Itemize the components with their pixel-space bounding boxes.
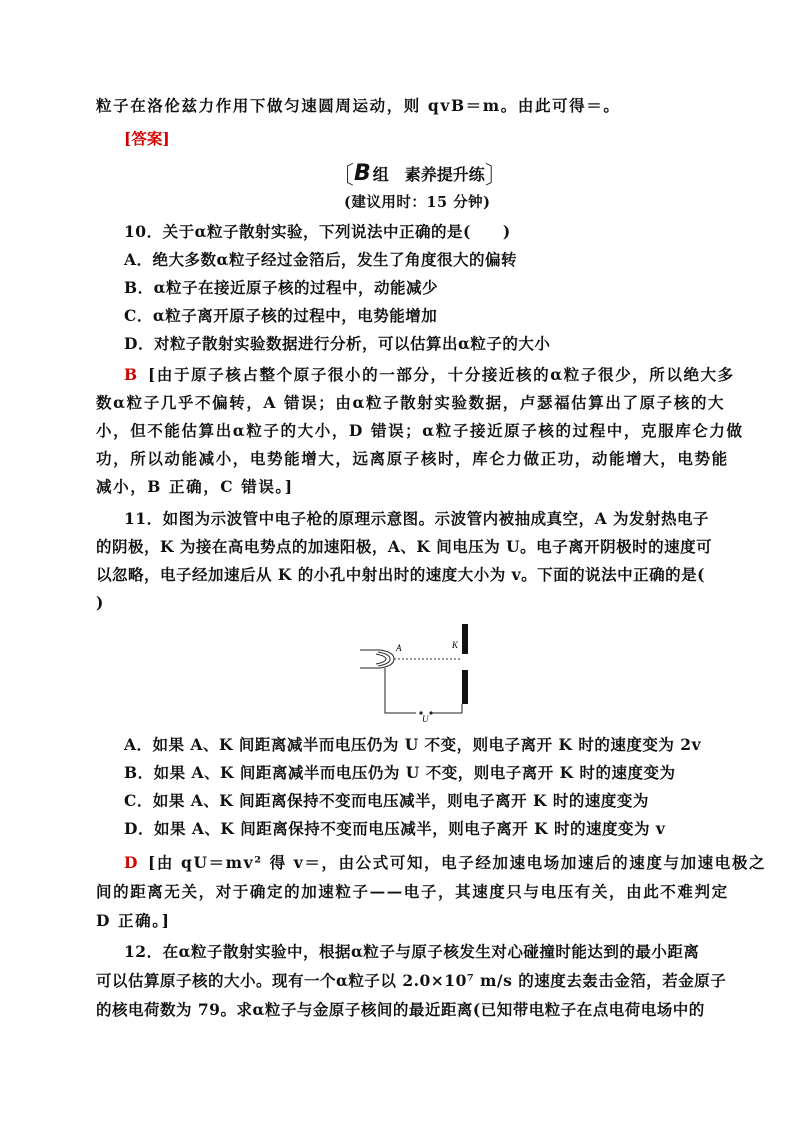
bracket-close: 〕 <box>484 161 509 189</box>
q10-option-c: C．α粒子离开原子核的过程中，电势能增加 <box>124 306 438 325</box>
q10-explanation-line: 功，所以动能减小，电势能增大，远离原子核时，库仑力做正功，动能增大，电势能 <box>96 449 729 468</box>
q12-stem-line: 的核电荷数为 79。求α粒子与金原子核间的最近距离(已知带电粒子在点电荷电场中的 <box>96 1000 705 1019</box>
q11-stem-line: 的阴极，K 为接在高电势点的加速阳极，A、K 间电压为 U。电子离开阴极时的速度可 <box>96 537 713 556</box>
q12-stem-line: 12．在α粒子散射实验中，根据α粒子与原子核发生对心碰撞时能达到的最小距离 <box>124 942 700 961</box>
q11-explanation-line: 间的距离无关，对于确定的加速粒子——电子，其速度只与电压有关，由此不难判定 <box>96 882 729 901</box>
q10-option-b: B．α粒子在接近原子核的过程中，动能减少 <box>124 278 439 297</box>
q12-stem-line: 可以估算原子核的大小。现有一个α粒子以 2.0×10⁷ m/s 的速度去轰击金箔，若金原子 <box>96 971 727 990</box>
q11-stem-line: 11．如图为示波管中电子枪的原理示意图。示波管内被抽成真空，A 为发射热电子 <box>124 509 709 528</box>
q10-option-d: D．对粒子散射实验数据进行分析，可以估算出α粒子的大小 <box>124 334 551 353</box>
q11-explanation-line: D 正确。] <box>96 911 171 930</box>
anode-plate-bottom <box>462 670 468 704</box>
group-header <box>330 155 509 190</box>
wire-left <box>385 668 416 713</box>
q11-option-c: C．如果 A、K 间距离保持不变而电压减半，则电子离开 K 时的速度变为 <box>124 791 649 810</box>
q10-explanation-line: 减小，B 正确，C 错误。] <box>96 477 294 496</box>
wire-right <box>432 704 462 713</box>
q11-answer: D <box>124 853 138 872</box>
q10-explanation-line: 数α粒子几乎不偏转，A 错误；由α粒子散射实验数据，卢瑟福估算出了原子核的大 <box>96 393 726 412</box>
q10-answer: B <box>124 365 138 384</box>
label-u: U <box>422 714 429 722</box>
q11-option-b: B．如果 A、K 间距离减半而电压仍为 U 不变，则电子离开 K 时的速度变为 <box>124 763 676 782</box>
electron-gun-diagram <box>358 622 478 722</box>
q11-option-d: D．如果 A、K 间距离保持不变而电压减半，则电子离开 K 时的速度变为 v <box>124 819 666 838</box>
q11-stem-line: 以忽略，电子经加速后从 K 的小孔中射出时的速度大小为 v。下面的说法中正确的是( <box>96 565 706 584</box>
q10-stem: 10．关于α粒子散射实验，下列说法中正确的是( ) <box>124 222 511 241</box>
group-letter: B <box>354 161 371 186</box>
q11-stem-line: ) <box>96 593 104 612</box>
suggested-time: (建议用时：15 分钟) <box>344 194 491 211</box>
q11-explanation-line: [由 qU＝mv² 得 v＝，由公式可知，电子经加速电场加速后的速度与加速电极之 <box>148 853 767 872</box>
answer-label: [答案] <box>124 129 170 148</box>
terminal-right <box>429 711 432 714</box>
q10-explanation-line: [由于原子核占整个原子很小的一部分，十分接近核的α粒子很少，所以绝大多 <box>148 365 735 384</box>
q11-option-a: A．如果 A、K 间距离减半而电压仍为 U 不变，则电子离开 K 时的速度变为 2v <box>124 735 702 754</box>
q10-option-a: A．绝大多数α粒子经过金箔后，发生了角度很大的偏转 <box>124 250 517 269</box>
label-a: A <box>396 643 402 653</box>
anode-plate-top <box>462 624 468 654</box>
group-title: 组 素养提升练 <box>372 165 485 184</box>
cathode-icon <box>360 650 394 668</box>
q10-explanation-line: 小，但不能估算出α粒子的大小，D 错误；α粒子接近原子核的过程中，克服库仑力做 <box>96 421 744 440</box>
bracket-open: 〔 <box>330 161 354 189</box>
label-k: K <box>452 640 459 650</box>
intro-line: 粒子在洛伦兹力作用下做匀速圆周运动，则 qvB＝m。由此可得＝。 <box>96 96 621 115</box>
